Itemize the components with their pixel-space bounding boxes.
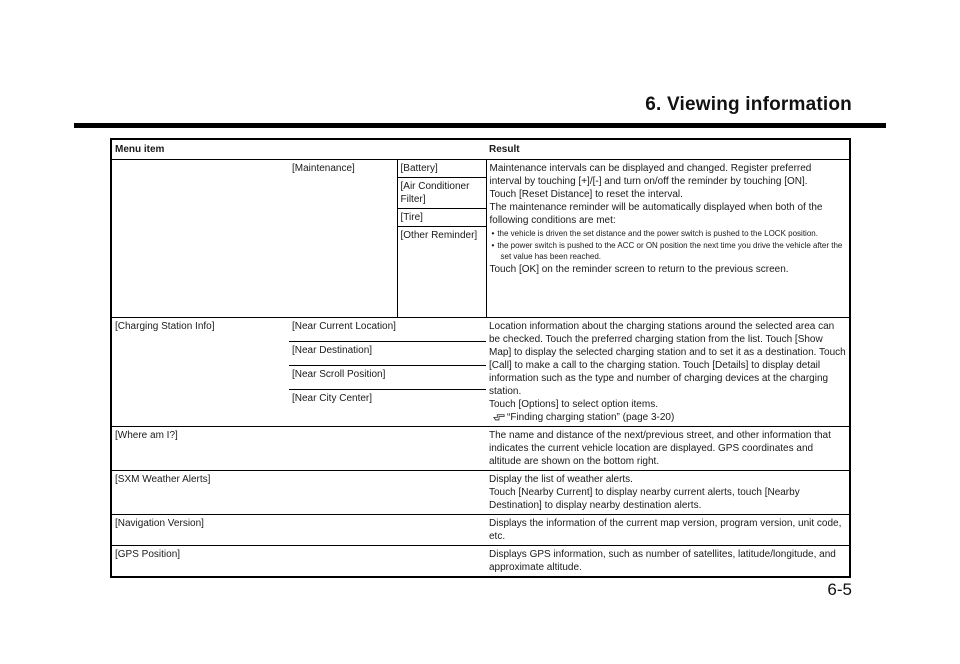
table-header-row [111,139,850,160]
submenu-item: [Tire] [397,209,486,227]
menu-item-gps-position: [GPS Position] [111,546,486,578]
submenu-item: [Near Current Location] [289,318,486,342]
bullet-item: • the power switch is pushed to the ACC or ON position the next time you drive the vehicle after the set value has been reached. [491,241,843,261]
table-row [111,427,850,471]
submenu-item: [Near City Center] [289,390,486,427]
table-row [111,471,850,515]
column-header-result: Result [486,139,850,160]
result-text: Touch [Nearby Current] to display nearby current alerts, touch [Nearby Destination] to display nearby destination alerts. [489,487,800,511]
result-weather-alerts [486,471,850,515]
submenu-item: [Air Conditioner Filter] [397,178,486,209]
submenu-item: [Other Reminder] [397,227,486,318]
result-text: Touch [Reset Distance] to reset the interval. [489,189,683,200]
submenu-item: [Near Destination] [289,342,486,366]
result-text: Touch [Options] to select option items. [489,399,658,410]
result-charging-station [486,318,850,427]
menu-item-where-am-i: [Where am I?] [111,427,486,471]
table-row [111,515,850,546]
menu-item-navigation-version: [Navigation Version] [111,515,486,546]
result-text: Maintenance intervals can be displayed and changed. Register preferred interval by touching [+]/[-] and turn on/off the reminder by touching [ON]. [489,163,812,187]
menu-item-weather-alerts: [SXM Weather Alerts] [111,471,486,515]
result-maintenance [486,160,850,318]
result-text: Display the list of weather alerts. [489,474,633,485]
menu-item-maintenance: [Maintenance] [289,160,397,318]
header-rule [74,123,886,128]
cross-reference: “Finding charging station” (page 3-20) [489,411,846,424]
result-gps-position: Displays GPS information, such as number of satellites, latitude/longitude, and approximate altitude. [486,546,850,578]
result-where-am-i: The name and distance of the next/previous street, and other information that indicates the current vehicle location are displayed. GPS coordinates and altitude are shown on the bottom right. [486,427,850,471]
result-navigation-version: Displays the information of the current map version, program version, unit code, etc. [486,515,850,546]
column-header-menu: Menu item [111,139,486,160]
table-row [111,160,850,178]
menu-item-charging-station: [Charging Station Info] [111,318,289,427]
table-row [111,318,850,342]
page-number: 6-5 [827,580,852,599]
table-row [111,546,850,578]
result-text: Touch [OK] on the reminder screen to return to the previous screen. [489,264,789,275]
reference-hand-icon [493,412,505,421]
bullet-item: • the vehicle is driven the set distance and the power switch is pushed to the LOCK position. [491,229,818,238]
result-text: The maintenance reminder will be automatically displayed when both of the following conditions are met: [489,202,823,226]
page-title: 6. Viewing information [645,94,852,115]
submenu-item: [Battery] [397,160,486,178]
menu-table [110,138,851,578]
result-text: Location information about the charging stations around the selected area can be checked. Touch the preferred charging station from the list. Touch [Show Map] to display the selected charging station and to set it as a destination. Touch [Call] to make a call to the charging station. Touch [Details] to display detail information such as the type and number of charging devices at the charging station. [489,321,846,397]
submenu-item: [Near Scroll Position] [289,366,486,390]
